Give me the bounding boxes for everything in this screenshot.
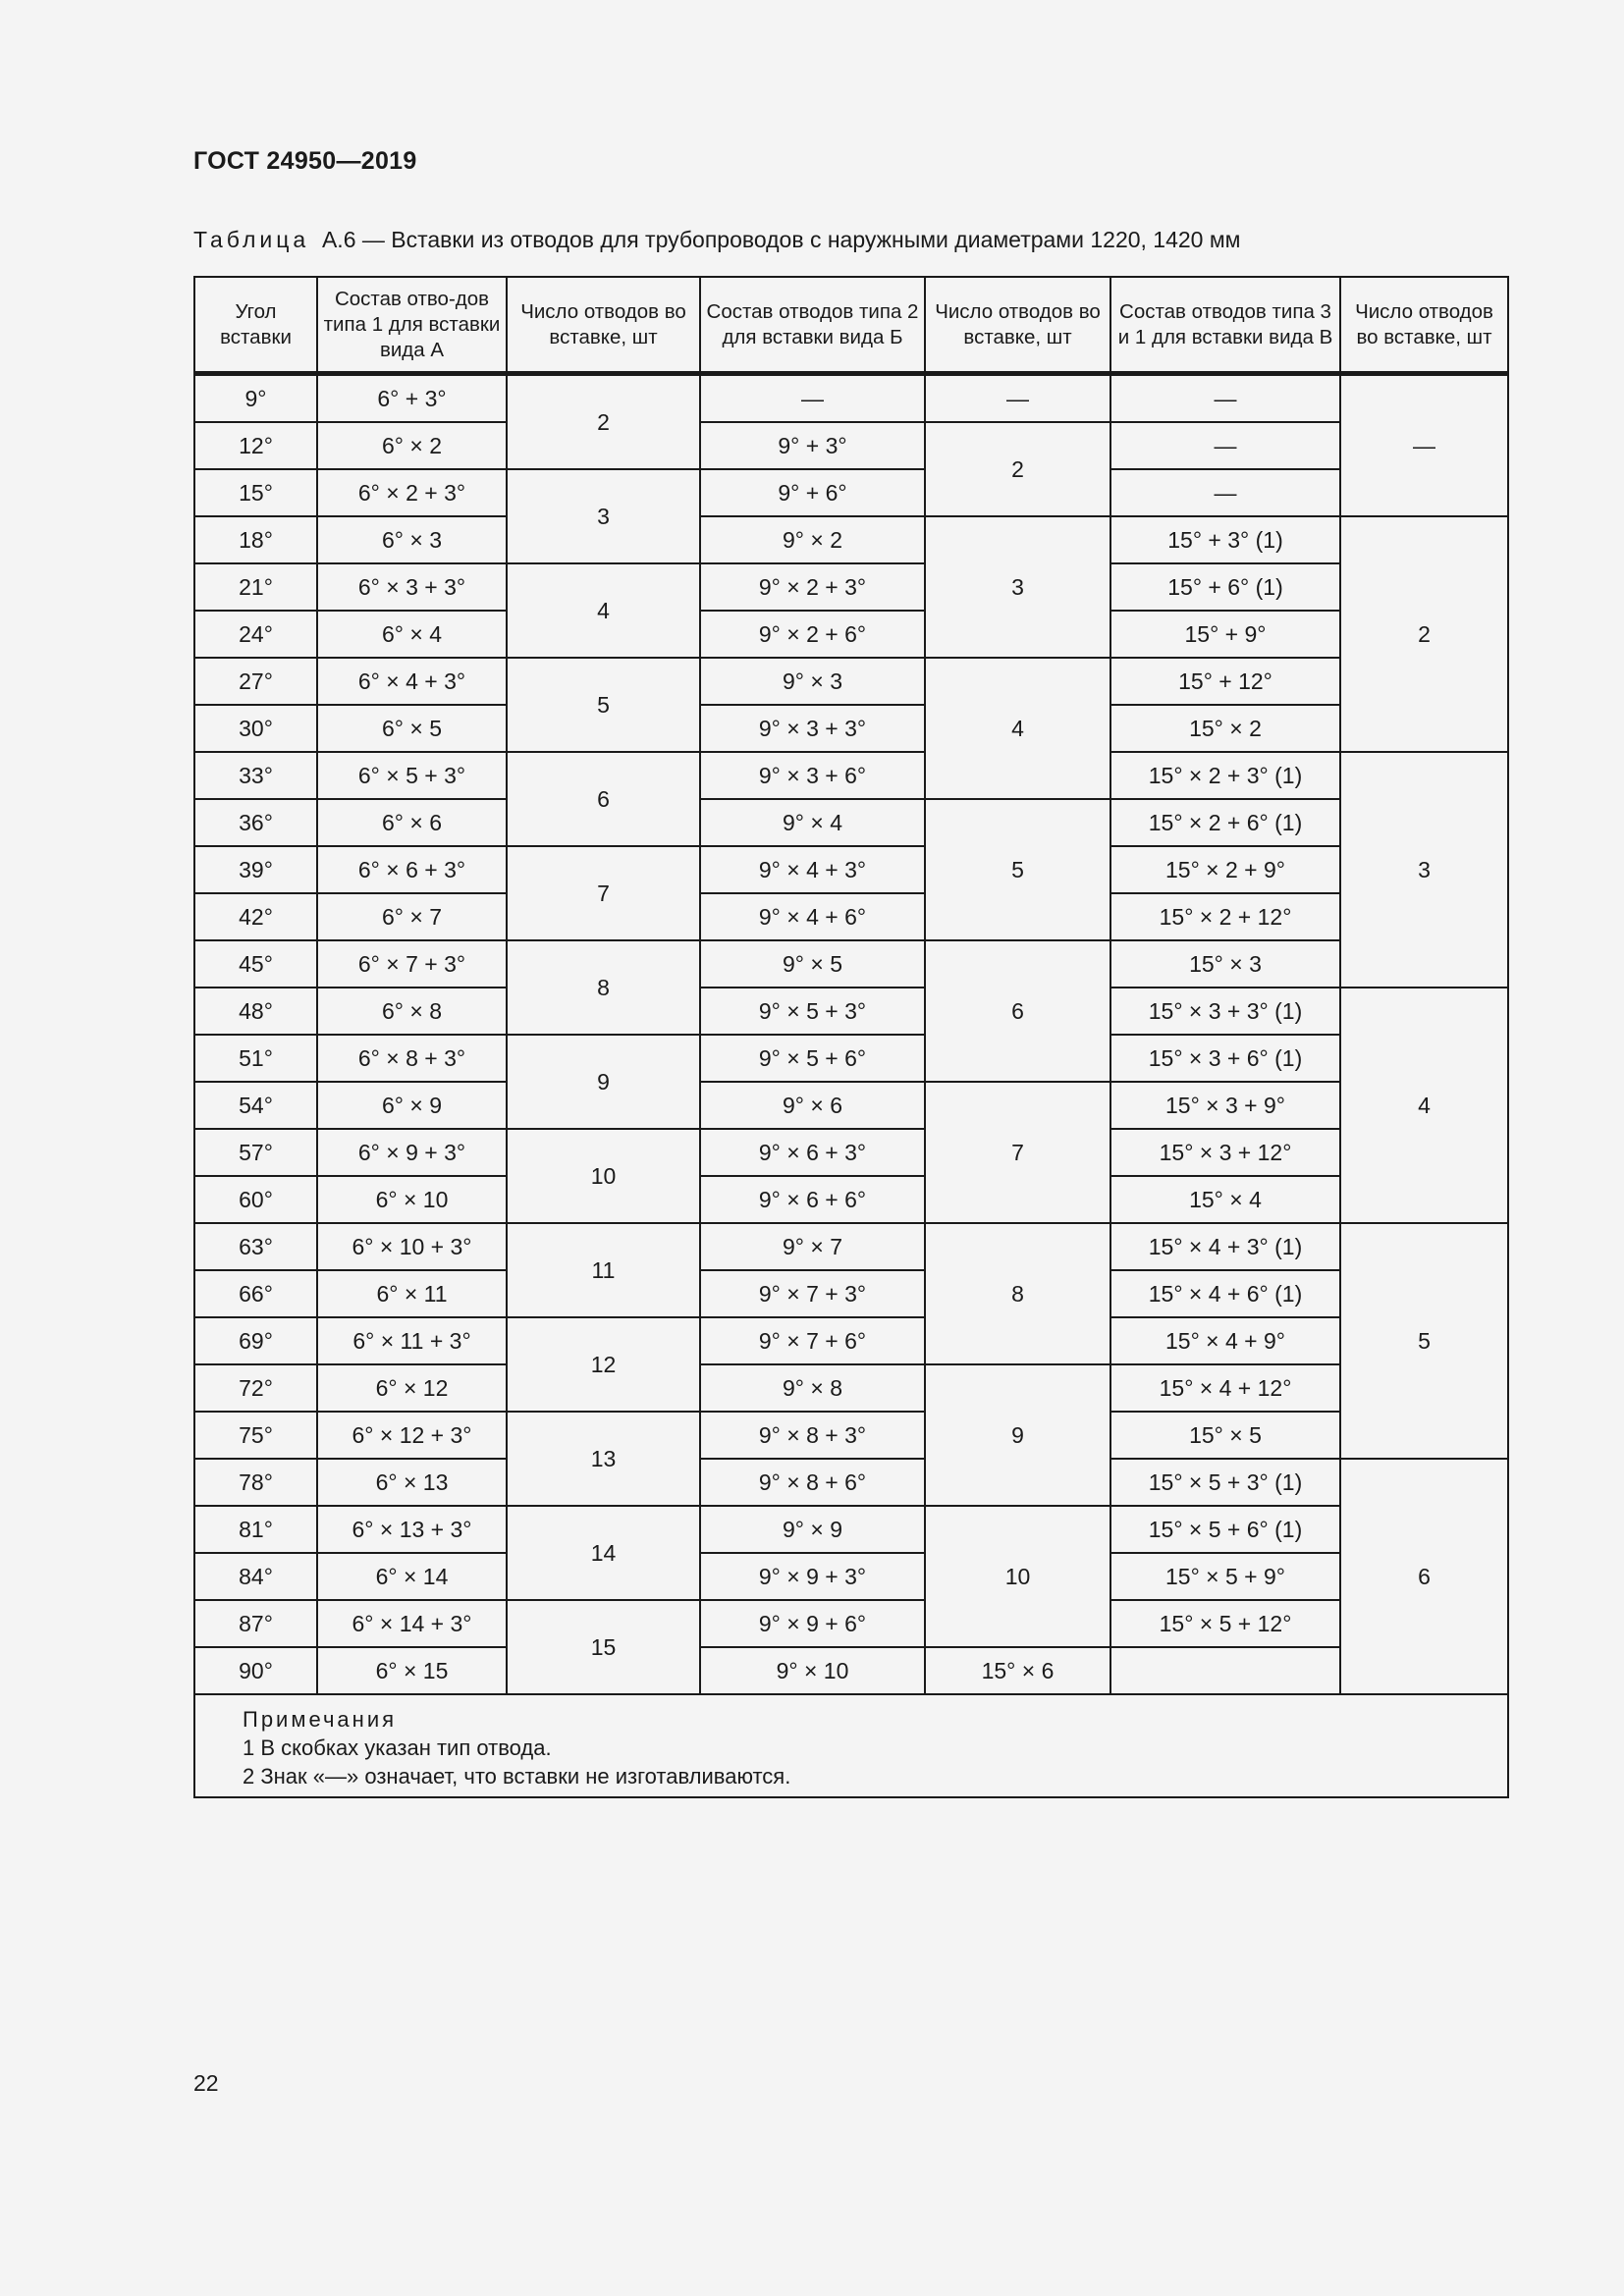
type1-composition-cell: 6° × 6 + 3°: [317, 846, 507, 893]
table-row: [194, 1506, 1508, 1553]
type2-composition-cell: 9° × 6 + 3°: [700, 1129, 925, 1176]
note-item: 1 В скобках указан тип отвода.: [243, 1735, 552, 1760]
type1-composition-cell: 6° × 12: [317, 1364, 507, 1412]
type3-composition-cell: —: [1110, 469, 1340, 516]
angle-cell: 39°: [194, 846, 317, 893]
type2-composition-cell: 9° + 3°: [700, 422, 925, 469]
type1-composition-cell: 6° × 7 + 3°: [317, 940, 507, 988]
table-row: [194, 1600, 1508, 1647]
table-row: [194, 940, 1508, 988]
type1-composition-cell: 6° × 12 + 3°: [317, 1412, 507, 1459]
table-row: [194, 988, 1508, 1035]
angle-cell: 81°: [194, 1506, 317, 1553]
table-row: [194, 1270, 1508, 1317]
table-row: [194, 422, 1508, 469]
type3-composition-cell: 15° × 5 + 6° (1): [1110, 1506, 1340, 1553]
angle-cell: 75°: [194, 1412, 317, 1459]
angle-cell: 48°: [194, 988, 317, 1035]
type2-count-cell: 9: [925, 1364, 1110, 1506]
angle-cell: 54°: [194, 1082, 317, 1129]
type1-composition-cell: 6° × 2 + 3°: [317, 469, 507, 516]
table-row: [194, 846, 1508, 893]
type2-count-cell: 10: [925, 1506, 1110, 1647]
type1-composition-cell: 6° × 14: [317, 1553, 507, 1600]
type2-composition-cell: 9° × 8: [700, 1364, 925, 1412]
table-row: [194, 1176, 1508, 1223]
type1-composition-cell: 6° × 9 + 3°: [317, 1129, 507, 1176]
type1-composition-cell: 6° × 2: [317, 422, 507, 469]
type1-composition-cell: 6° × 14 + 3°: [317, 1600, 507, 1647]
type3-composition-cell: 15° × 5 + 3° (1): [1110, 1459, 1340, 1506]
type2-composition-cell: 9° × 2: [700, 516, 925, 563]
type3-count-cell: 2: [1340, 516, 1508, 752]
type1-count-cell: 13: [507, 1412, 700, 1506]
angle-cell: 69°: [194, 1317, 317, 1364]
angle-cell: 36°: [194, 799, 317, 846]
type2-composition-cell: 9° × 10: [700, 1647, 925, 1694]
header-type1-count: Число отводов во вставке, шт: [507, 277, 700, 374]
type1-count-cell: 9: [507, 1035, 700, 1129]
type3-composition-cell: 15° × 3 + 3° (1): [1110, 988, 1340, 1035]
type3-composition-cell: 15° × 3 + 12°: [1110, 1129, 1340, 1176]
type1-composition-cell: 6° × 10 + 3°: [317, 1223, 507, 1270]
type2-count-cell: 3: [925, 516, 1110, 658]
table-row: [194, 1647, 1508, 1694]
type1-composition-cell: 6° × 4: [317, 611, 507, 658]
table-row: [194, 469, 1508, 516]
type2-count-cell: 4: [925, 658, 1110, 799]
notes-cell: [194, 1694, 1508, 1797]
type3-composition-cell: 15° × 5 + 9°: [1110, 1553, 1340, 1600]
type3-composition-cell: 15° + 6° (1): [1110, 563, 1340, 611]
type2-count-cell: 8: [925, 1223, 1110, 1364]
type3-composition-cell: 15° + 9°: [1110, 611, 1340, 658]
header-type3-count: Число отводов во вставке, шт: [1340, 277, 1508, 374]
type1-composition-cell: 6° × 5: [317, 705, 507, 752]
angle-cell: 90°: [194, 1647, 317, 1694]
inserts-table: [193, 276, 1509, 1798]
angle-cell: 78°: [194, 1459, 317, 1506]
table-row: [194, 705, 1508, 752]
type2-composition-cell: 9° × 3: [700, 658, 925, 705]
type3-count-cell: 6: [1340, 1459, 1508, 1694]
table-caption-text: А.6 — Вставки из отводов для трубопроводов с наружными диаметрами 1220, 1420 мм: [321, 227, 1241, 252]
table-row: [194, 1129, 1508, 1176]
angle-cell: 27°: [194, 658, 317, 705]
angle-cell: 60°: [194, 1176, 317, 1223]
angle-cell: 24°: [194, 611, 317, 658]
type1-composition-cell: 6° × 11 + 3°: [317, 1317, 507, 1364]
table-row: [194, 1223, 1508, 1270]
type3-composition-cell: 15° + 3° (1): [1110, 516, 1340, 563]
type2-composition-cell: 9° × 7: [700, 1223, 925, 1270]
type2-composition-cell: 9° × 2 + 6°: [700, 611, 925, 658]
note-item: 2 Знак «—» означает, что вставки не изготавливаются.: [243, 1764, 791, 1789]
type1-count-cell: 10: [507, 1129, 700, 1223]
type1-count-cell: 2: [507, 374, 700, 470]
type3-composition-cell: 15° × 3 + 6° (1): [1110, 1035, 1340, 1082]
type3-composition-cell: 15° × 2: [1110, 705, 1340, 752]
type1-composition-cell: 6° × 3 + 3°: [317, 563, 507, 611]
type1-composition-cell: 6° × 9: [317, 1082, 507, 1129]
type2-composition-cell: 9° × 7 + 3°: [700, 1270, 925, 1317]
type3-composition-cell: —: [1110, 374, 1340, 423]
type2-count-cell: —: [925, 374, 1110, 423]
type1-composition-cell: 6° × 15: [317, 1647, 507, 1694]
angle-cell: 87°: [194, 1600, 317, 1647]
type1-count-cell: 4: [507, 563, 700, 658]
type3-composition-cell: 15° × 5 + 12°: [1110, 1600, 1340, 1647]
type1-count-cell: 12: [507, 1317, 700, 1412]
header-type1-composition: Состав отво-дов типа 1 для вставки вида А: [317, 277, 507, 374]
type3-count-cell: 3: [1340, 752, 1508, 988]
angle-cell: 21°: [194, 563, 317, 611]
type1-composition-cell: 6° × 13: [317, 1459, 507, 1506]
table-row: [194, 1082, 1508, 1129]
type2-composition-cell: 9° × 7 + 6°: [700, 1317, 925, 1364]
type3-count-cell: —: [1340, 374, 1508, 517]
type2-composition-cell: 9° × 5 + 6°: [700, 1035, 925, 1082]
type2-composition-cell: 9° × 4: [700, 799, 925, 846]
notes-title: Примечания: [243, 1707, 398, 1732]
table-caption: [193, 227, 1241, 253]
header-type2-composition: Состав отводов типа 2 для вставки вида Б: [700, 277, 925, 374]
type3-composition-cell: 15° × 2 + 12°: [1110, 893, 1340, 940]
type2-composition-cell: 9° × 3 + 3°: [700, 705, 925, 752]
type3-composition-cell: 15° × 3 + 9°: [1110, 1082, 1340, 1129]
type3-composition-cell: 15° × 6: [925, 1647, 1110, 1694]
type1-composition-cell: 6° × 13 + 3°: [317, 1506, 507, 1553]
angle-cell: 45°: [194, 940, 317, 988]
angle-cell: 63°: [194, 1223, 317, 1270]
type1-composition-cell: 6° × 7: [317, 893, 507, 940]
type3-count-cell: 5: [1340, 1223, 1508, 1459]
type3-composition-cell: 15° × 4 + 6° (1): [1110, 1270, 1340, 1317]
angle-cell: 30°: [194, 705, 317, 752]
type3-composition-cell: 15° × 5: [1110, 1412, 1340, 1459]
table-row: [194, 516, 1508, 563]
table-caption-label: Таблица: [193, 227, 310, 252]
type2-count-cell: 5: [925, 799, 1110, 940]
angle-cell: 12°: [194, 422, 317, 469]
type1-count-cell: 11: [507, 1223, 700, 1317]
type3-composition-cell: 15° × 3: [1110, 940, 1340, 988]
type3-composition-cell: 15° × 4 + 9°: [1110, 1317, 1340, 1364]
type1-composition-cell: 6° × 6: [317, 799, 507, 846]
header-type3-composition: Состав отводов типа 3 и 1 для вставки вида В: [1110, 277, 1340, 374]
type1-composition-cell: 6° × 4 + 3°: [317, 658, 507, 705]
header-type2-count: Число отводов во вставке, шт: [925, 277, 1110, 374]
type1-count-cell: 14: [507, 1506, 700, 1600]
type3-count-cell: 4: [1340, 988, 1508, 1223]
table-row: [194, 799, 1508, 846]
header-angle: Угол вставки: [194, 277, 317, 374]
angle-cell: 84°: [194, 1553, 317, 1600]
table-row: [194, 1317, 1508, 1364]
angle-cell: 9°: [194, 374, 317, 423]
table-row: [194, 1459, 1508, 1506]
type3-composition-cell: 15° × 2 + 3° (1): [1110, 752, 1340, 799]
type1-composition-cell: 6° × 8 + 3°: [317, 1035, 507, 1082]
type2-composition-cell: 9° × 4 + 3°: [700, 846, 925, 893]
type1-count-cell: 6: [507, 752, 700, 846]
type3-composition-cell: 15° × 2 + 6° (1): [1110, 799, 1340, 846]
type1-composition-cell: 6° × 8: [317, 988, 507, 1035]
table-row: [194, 1553, 1508, 1600]
type1-composition-cell: 6° + 3°: [317, 374, 507, 423]
type1-count-cell: 7: [507, 846, 700, 940]
angle-cell: 42°: [194, 893, 317, 940]
type1-composition-cell: 6° × 11: [317, 1270, 507, 1317]
table-row: [194, 1364, 1508, 1412]
type2-composition-cell: 9° × 9 + 6°: [700, 1600, 925, 1647]
type2-composition-cell: 9° × 9 + 3°: [700, 1553, 925, 1600]
table-row: [194, 752, 1508, 799]
type1-count-cell: 15: [507, 1600, 700, 1694]
type2-composition-cell: 9° × 9: [700, 1506, 925, 1553]
type2-composition-cell: 9° × 2 + 3°: [700, 563, 925, 611]
table-row: [194, 658, 1508, 705]
type3-composition-cell: 15° × 2 + 9°: [1110, 846, 1340, 893]
type2-count-cell: 2: [925, 422, 1110, 516]
angle-cell: 18°: [194, 516, 317, 563]
type2-composition-cell: 9° × 6 + 6°: [700, 1176, 925, 1223]
angle-cell: 72°: [194, 1364, 317, 1412]
type2-composition-cell: 9° × 3 + 6°: [700, 752, 925, 799]
type2-composition-cell: 9° × 8 + 6°: [700, 1459, 925, 1506]
table-row: [194, 563, 1508, 611]
type1-composition-cell: 6° × 10: [317, 1176, 507, 1223]
type2-composition-cell: 9° × 6: [700, 1082, 925, 1129]
type3-composition-cell: —: [1110, 422, 1340, 469]
type2-composition-cell: 9° × 4 + 6°: [700, 893, 925, 940]
type3-composition-cell: 15° × 4 + 3° (1): [1110, 1223, 1340, 1270]
angle-cell: 51°: [194, 1035, 317, 1082]
table-row: [194, 893, 1508, 940]
table-row: [194, 374, 1508, 423]
table-row: [194, 1035, 1508, 1082]
type2-composition-cell: 9° × 5 + 3°: [700, 988, 925, 1035]
type3-composition-cell: 15° × 4 + 12°: [1110, 1364, 1340, 1412]
angle-cell: 15°: [194, 469, 317, 516]
type2-composition-cell: 9° + 6°: [700, 469, 925, 516]
page-number: 22: [193, 2070, 219, 2096]
type1-composition-cell: 6° × 5 + 3°: [317, 752, 507, 799]
type2-count-cell: 7: [925, 1082, 1110, 1223]
angle-cell: 33°: [194, 752, 317, 799]
table-row: [194, 1412, 1508, 1459]
type3-composition-cell: 15° + 12°: [1110, 658, 1340, 705]
type1-count-cell: 8: [507, 940, 700, 1035]
document-code: ГОСТ 24950—2019: [193, 147, 417, 175]
angle-cell: 57°: [194, 1129, 317, 1176]
angle-cell: 66°: [194, 1270, 317, 1317]
table-header-row: [194, 277, 1508, 374]
type2-composition-cell: 9° × 5: [700, 940, 925, 988]
type1-count-cell: 5: [507, 658, 700, 752]
notes-row: [194, 1694, 1508, 1797]
table-body: [194, 374, 1508, 1695]
type1-count-cell: 3: [507, 469, 700, 563]
type2-composition-cell: —: [700, 374, 925, 423]
type1-composition-cell: 6° × 3: [317, 516, 507, 563]
type2-composition-cell: 9° × 8 + 3°: [700, 1412, 925, 1459]
table-row: [194, 611, 1508, 658]
type2-count-cell: 6: [925, 940, 1110, 1082]
type3-composition-cell: 15° × 4: [1110, 1176, 1340, 1223]
